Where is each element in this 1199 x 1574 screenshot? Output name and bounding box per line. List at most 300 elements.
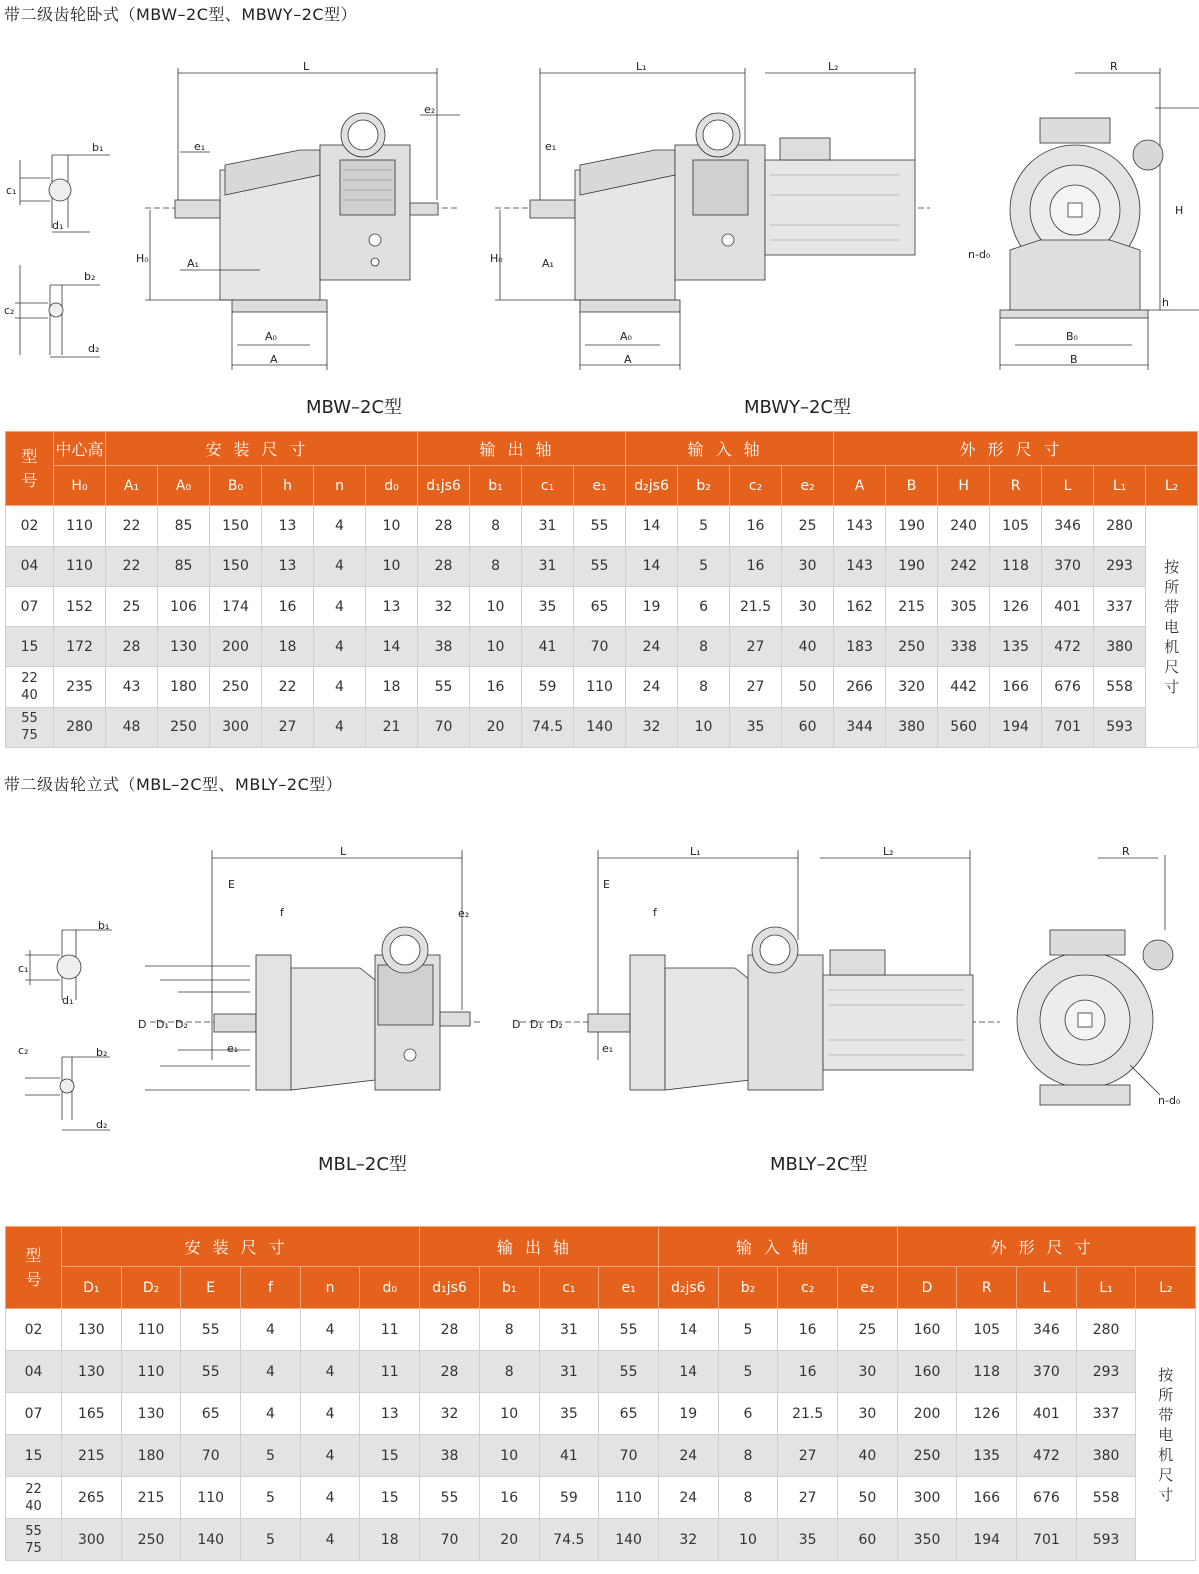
- table-cell: 55: [181, 1309, 241, 1351]
- table-cell: 240: [938, 506, 990, 546]
- table-cell: 8: [479, 1351, 539, 1393]
- drawing-side-view-1: [1000, 68, 1199, 370]
- table-cell: 300: [62, 1519, 122, 1561]
- table-cell: 166: [990, 667, 1042, 707]
- table-cell: 15: [360, 1435, 420, 1477]
- table-row: [6, 1351, 1196, 1393]
- label-D1-mbl: D₁: [156, 1018, 169, 1031]
- table-cell: 162: [834, 586, 886, 626]
- label-H0-mbw: H₀: [136, 252, 149, 265]
- table-cell: 19: [626, 586, 678, 626]
- table-cell: 35: [778, 1519, 838, 1561]
- table-cell: 152: [54, 586, 106, 626]
- table-cell: 32: [658, 1519, 718, 1561]
- table-row: [6, 586, 1198, 626]
- model-cell: 07: [6, 1393, 62, 1435]
- label-D1-mbly: D₁: [530, 1018, 543, 1031]
- table-cell: 70: [181, 1435, 241, 1477]
- table-cell: 190: [886, 546, 938, 586]
- group-input-shaft: 输入轴: [626, 432, 834, 466]
- table-cell: 20: [470, 707, 522, 747]
- table-cell: 5: [241, 1519, 301, 1561]
- table-cell: 13: [262, 506, 314, 546]
- table-cell: 24: [658, 1477, 718, 1519]
- table-cell: 110: [599, 1477, 659, 1519]
- table-cell: 110: [54, 506, 106, 546]
- table-cell: 24: [626, 627, 678, 667]
- col-header: c₁: [539, 1267, 599, 1309]
- section-title-vertical: 带二级齿轮立式（MBL–2C型、MBLY–2C型）: [4, 775, 343, 794]
- table-cell: 110: [54, 546, 106, 586]
- label-e1-mbwy: e₁: [545, 140, 557, 153]
- table-row: [6, 627, 1198, 667]
- table-cell: 250: [210, 667, 262, 707]
- table-cell: 35: [522, 586, 574, 626]
- table-cell: 280: [1094, 506, 1146, 546]
- l2-note: 按所带电机尺寸: [1136, 1309, 1196, 1561]
- table-cell: 85: [158, 506, 210, 546]
- table-cell: 160: [897, 1309, 957, 1351]
- caption-mbw-2c: MBW–2C型: [306, 397, 403, 418]
- table-cell: 32: [420, 1393, 480, 1435]
- table-cell: 28: [418, 546, 470, 586]
- table-row: [6, 506, 1198, 546]
- table-cell: 10: [479, 1393, 539, 1435]
- caption-mbwy-2c: MBWY–2C型: [744, 397, 852, 418]
- table-cell: 4: [241, 1309, 301, 1351]
- col-header: A₀: [158, 466, 210, 506]
- label-e2-mbl: e₂: [458, 907, 470, 920]
- table-cell: 266: [834, 667, 886, 707]
- table-cell: 20: [479, 1519, 539, 1561]
- label-B0: B₀: [1066, 330, 1078, 343]
- table-cell: 21.5: [778, 1393, 838, 1435]
- group-output-shaft: 输出轴: [418, 432, 626, 466]
- drawing-mbwy-2c: [495, 68, 930, 370]
- label-D-mbl: D: [138, 1018, 147, 1031]
- table-cell: 10: [479, 1435, 539, 1477]
- group-install: 安装尺寸: [62, 1227, 420, 1267]
- table-cell: 676: [1042, 667, 1094, 707]
- table-cell: 5: [678, 546, 730, 586]
- table-cell: 337: [1094, 586, 1146, 626]
- table-cell: 143: [834, 546, 886, 586]
- label-b2: b₂: [84, 270, 96, 283]
- table-cell: 106: [158, 586, 210, 626]
- table-cell: 16: [730, 506, 782, 546]
- label-nd0: n-d₀: [968, 248, 991, 261]
- model-cell: 55 75: [6, 707, 54, 747]
- col-header: d₁js6: [418, 466, 470, 506]
- table-cell: 55: [418, 667, 470, 707]
- table-cell: 16: [262, 586, 314, 626]
- label-D2-mbly: D₂: [550, 1018, 563, 1031]
- spec-table-vertical: [5, 1226, 1196, 1561]
- table-cell: 14: [366, 627, 418, 667]
- table-cell: 118: [990, 546, 1042, 586]
- table-cell: 442: [938, 667, 990, 707]
- table-cell: 4: [300, 1393, 360, 1435]
- col-header: A₁: [106, 466, 158, 506]
- table-cell: 180: [158, 667, 210, 707]
- table-cell: 380: [886, 707, 938, 747]
- table-cell: 190: [886, 506, 938, 546]
- col-header: H: [938, 466, 990, 506]
- col-header: L: [1017, 1267, 1077, 1309]
- table-cell: 14: [626, 506, 678, 546]
- col-header: f: [241, 1267, 301, 1309]
- label-E-mbly: E: [603, 878, 610, 891]
- label-L2: L₂: [828, 60, 839, 73]
- table-cell: 55: [181, 1351, 241, 1393]
- table-cell: 8: [470, 506, 522, 546]
- table-cell: 28: [106, 627, 158, 667]
- table-cell: 150: [210, 506, 262, 546]
- table-cell: 70: [574, 627, 626, 667]
- table-cell: 59: [539, 1477, 599, 1519]
- table-cell: 10: [366, 506, 418, 546]
- table-cell: 166: [957, 1477, 1017, 1519]
- table-cell: 41: [539, 1435, 599, 1477]
- label-A0-mbw: A₀: [265, 330, 277, 343]
- table-cell: 65: [181, 1393, 241, 1435]
- label-h: h: [1162, 296, 1169, 309]
- label-A0-mbwy: A₀: [620, 330, 632, 343]
- label-e1-mbw: e₁: [194, 140, 206, 153]
- col-header: e₂: [782, 466, 834, 506]
- table-cell: 10: [718, 1519, 778, 1561]
- table-cell: 370: [1017, 1351, 1077, 1393]
- table-cell: 194: [957, 1519, 1017, 1561]
- horizontal-drawings: [0, 0, 1199, 425]
- table-cell: 346: [1042, 506, 1094, 546]
- section-title-horizontal: 带二级齿轮卧式（MBW–2C型、MBWY–2C型）: [4, 5, 358, 24]
- table-cell: 215: [62, 1435, 122, 1477]
- label-nd0-v: n-d₀: [1158, 1094, 1181, 1107]
- table-cell: 31: [539, 1309, 599, 1351]
- table-row: [6, 1393, 1196, 1435]
- table-cell: 19: [658, 1393, 718, 1435]
- table-cell: 16: [479, 1477, 539, 1519]
- col-header: D₂: [121, 1267, 181, 1309]
- table-cell: 293: [1076, 1351, 1136, 1393]
- col-header: H₀: [54, 466, 106, 506]
- table-cell: 135: [957, 1435, 1017, 1477]
- table-cell: 183: [834, 627, 886, 667]
- table-cell: 32: [418, 586, 470, 626]
- label-d1-v: d₁: [62, 994, 74, 1007]
- col-header: e₁: [574, 466, 626, 506]
- table-cell: 8: [479, 1309, 539, 1351]
- col-header: c₁: [522, 466, 574, 506]
- table-cell: 50: [782, 667, 834, 707]
- table-row: [6, 667, 1198, 707]
- label-c1: c₁: [6, 184, 17, 197]
- group-install: 安装尺寸: [106, 432, 418, 466]
- table-cell: 43: [106, 667, 158, 707]
- label-E-mbl: E: [228, 878, 235, 891]
- table-cell: 130: [62, 1309, 122, 1351]
- table-cell: 110: [574, 667, 626, 707]
- table-row: [6, 1519, 1196, 1561]
- table-cell: 265: [62, 1477, 122, 1519]
- table-cell: 280: [1076, 1309, 1136, 1351]
- shaft-section-b1-vertical: [25, 930, 112, 1000]
- table-cell: 18: [360, 1519, 420, 1561]
- table-cell: 4: [314, 546, 366, 586]
- table-cell: 8: [678, 667, 730, 707]
- model-cell: 22 40: [6, 1477, 62, 1519]
- table-cell: 41: [522, 627, 574, 667]
- table-cell: 160: [897, 1351, 957, 1393]
- col-header: D: [897, 1267, 957, 1309]
- table-cell: 305: [938, 586, 990, 626]
- table-cell: 4: [300, 1477, 360, 1519]
- label-R: R: [1110, 60, 1118, 73]
- table-cell: 126: [990, 586, 1042, 626]
- table-cell: 10: [470, 627, 522, 667]
- table-cell: 593: [1076, 1519, 1136, 1561]
- col-header: B: [886, 466, 938, 506]
- table-cell: 48: [106, 707, 158, 747]
- col-header: d₂js6: [626, 466, 678, 506]
- table-cell: 28: [420, 1309, 480, 1351]
- table-cell: 200: [210, 627, 262, 667]
- table-cell: 21: [366, 707, 418, 747]
- col-header: n: [300, 1267, 360, 1309]
- table-cell: 74.5: [522, 707, 574, 747]
- table-cell: 16: [470, 667, 522, 707]
- table-cell: 250: [886, 627, 938, 667]
- group-outline: 外形尺寸: [897, 1227, 1195, 1267]
- label-A-mbwy: A: [624, 353, 632, 366]
- label-B: B: [1070, 353, 1078, 366]
- col-header: L₂: [1136, 1267, 1196, 1309]
- label-f-mbly: f: [653, 906, 657, 919]
- table-cell: 18: [366, 667, 418, 707]
- table-cell: 30: [782, 586, 834, 626]
- table-cell: 130: [62, 1351, 122, 1393]
- col-header: L: [1042, 466, 1094, 506]
- table-cell: 22: [106, 506, 158, 546]
- table-cell: 55: [420, 1477, 480, 1519]
- model-cell: 02: [6, 1309, 62, 1351]
- table-cell: 16: [778, 1351, 838, 1393]
- col-header: L₂: [1146, 466, 1198, 506]
- label-D-mbly: D: [512, 1018, 521, 1031]
- table-cell: 701: [1017, 1519, 1077, 1561]
- model-cell: 55 75: [6, 1519, 62, 1561]
- table-cell: 5: [718, 1351, 778, 1393]
- model-cell: 07: [6, 586, 54, 626]
- table-cell: 4: [314, 627, 366, 667]
- table-cell: 235: [54, 667, 106, 707]
- table-cell: 35: [539, 1393, 599, 1435]
- table-cell: 200: [897, 1393, 957, 1435]
- table-cell: 472: [1017, 1435, 1077, 1477]
- table-cell: 280: [54, 707, 106, 747]
- table-cell: 6: [678, 586, 730, 626]
- label-b2-v: b₂: [96, 1046, 108, 1059]
- table-cell: 70: [420, 1519, 480, 1561]
- table-cell: 344: [834, 707, 886, 747]
- table-cell: 70: [418, 707, 470, 747]
- table-cell: 8: [678, 627, 730, 667]
- table-cell: 25: [782, 506, 834, 546]
- label-L1: L₁: [636, 60, 647, 73]
- table-cell: 22: [106, 546, 158, 586]
- model-cell: 04: [6, 546, 54, 586]
- table-cell: 40: [838, 1435, 898, 1477]
- table-cell: 60: [782, 707, 834, 747]
- model-cell: 04: [6, 1351, 62, 1393]
- table-cell: 370: [1042, 546, 1094, 586]
- table-row: [6, 707, 1198, 747]
- caption-mbl-2c: MBL–2C型: [318, 1154, 407, 1175]
- table-cell: 165: [62, 1393, 122, 1435]
- table-cell: 401: [1017, 1393, 1077, 1435]
- table-cell: 30: [782, 546, 834, 586]
- col-header: c₂: [730, 466, 782, 506]
- table-row: [6, 1477, 1196, 1519]
- drawing-mbly-2c: [520, 850, 1000, 1090]
- table-cell: 8: [718, 1435, 778, 1477]
- table-cell: 5: [241, 1435, 301, 1477]
- table-cell: 28: [420, 1351, 480, 1393]
- group-outline: 外形尺寸: [834, 432, 1198, 466]
- table-cell: 4: [241, 1393, 301, 1435]
- table-cell: 55: [574, 506, 626, 546]
- table-cell: 14: [658, 1351, 718, 1393]
- label-d1: d₁: [52, 219, 64, 232]
- table-cell: 110: [121, 1351, 181, 1393]
- table-cell: 300: [210, 707, 262, 747]
- table-cell: 4: [300, 1435, 360, 1477]
- table-cell: 24: [658, 1435, 718, 1477]
- table-cell: 338: [938, 627, 990, 667]
- drawing-mbl-2c: [145, 850, 480, 1090]
- table-row: [6, 1309, 1196, 1351]
- drawing-mbw-2c: [145, 68, 460, 370]
- table-cell: 25: [838, 1309, 898, 1351]
- table-cell: 4: [314, 707, 366, 747]
- table-cell: 28: [418, 506, 470, 546]
- label-L: L: [303, 60, 310, 73]
- label-e2-mbw: e₂: [424, 103, 436, 116]
- table-cell: 110: [181, 1477, 241, 1519]
- table-cell: 105: [957, 1309, 1017, 1351]
- table-cell: 558: [1094, 667, 1146, 707]
- label-d2: d₂: [88, 342, 100, 355]
- table-cell: 135: [990, 627, 1042, 667]
- table-cell: 55: [599, 1309, 659, 1351]
- table-cell: 172: [54, 627, 106, 667]
- drawing-side-view-2: [1017, 855, 1173, 1105]
- table-cell: 70: [599, 1435, 659, 1477]
- table-cell: 8: [470, 546, 522, 586]
- col-header: L₁: [1076, 1267, 1136, 1309]
- table-cell: 250: [897, 1435, 957, 1477]
- table-cell: 4: [300, 1351, 360, 1393]
- table-cell: 30: [838, 1351, 898, 1393]
- table-cell: 16: [778, 1309, 838, 1351]
- l2-note: 按所带电机尺寸: [1146, 506, 1198, 748]
- table-cell: 27: [730, 667, 782, 707]
- group-output-shaft: 输出轴: [420, 1227, 659, 1267]
- table-cell: 350: [897, 1519, 957, 1561]
- label-c2: c₂: [4, 304, 15, 317]
- table-cell: 4: [314, 586, 366, 626]
- table-cell: 558: [1076, 1477, 1136, 1519]
- table-cell: 293: [1094, 546, 1146, 586]
- label-d2-v: d₂: [96, 1118, 108, 1131]
- table-cell: 337: [1076, 1393, 1136, 1435]
- label-R-v: R: [1122, 845, 1130, 858]
- col-header: d₀: [366, 466, 418, 506]
- label-A1-mbwy: A₁: [542, 257, 554, 270]
- table-cell: 31: [522, 546, 574, 586]
- table-cell: 4: [300, 1309, 360, 1351]
- table-cell: 35: [730, 707, 782, 747]
- label-H0-mbwy: H₀: [490, 252, 503, 265]
- table-cell: 140: [181, 1519, 241, 1561]
- col-header: b₁: [470, 466, 522, 506]
- table-cell: 250: [158, 707, 210, 747]
- table-cell: 5: [718, 1309, 778, 1351]
- label-c2-v: c₂: [18, 1044, 29, 1057]
- table-cell: 8: [718, 1477, 778, 1519]
- label-D2-mbl: D₂: [175, 1018, 188, 1031]
- model-header: 型号: [6, 1227, 62, 1309]
- table-cell: 401: [1042, 586, 1094, 626]
- label-b1: b₁: [92, 141, 104, 154]
- table-cell: 16: [730, 546, 782, 586]
- table-cell: 40: [782, 627, 834, 667]
- table-cell: 4: [314, 506, 366, 546]
- table-cell: 15: [360, 1477, 420, 1519]
- table-cell: 24: [626, 667, 678, 707]
- col-header: e₂: [838, 1267, 898, 1309]
- table-cell: 180: [121, 1435, 181, 1477]
- label-b1-v: b₁: [98, 919, 110, 932]
- label-H: H: [1175, 204, 1184, 217]
- table-cell: 380: [1094, 627, 1146, 667]
- table-cell: 118: [957, 1351, 1017, 1393]
- model-cell: 15: [6, 627, 54, 667]
- table-cell: 174: [210, 586, 262, 626]
- col-header: n: [314, 466, 366, 506]
- table-cell: 38: [420, 1435, 480, 1477]
- table-cell: 150: [210, 546, 262, 586]
- shaft-section-b2-vertical: [25, 1057, 110, 1130]
- label-e1-mbly: e₁: [602, 1042, 614, 1055]
- table-cell: 4: [314, 667, 366, 707]
- table-cell: 65: [574, 586, 626, 626]
- table-cell: 110: [121, 1309, 181, 1351]
- table-cell: 130: [121, 1393, 181, 1435]
- table-cell: 27: [778, 1477, 838, 1519]
- table-cell: 31: [539, 1351, 599, 1393]
- table-cell: 4: [300, 1519, 360, 1561]
- table-cell: 14: [658, 1309, 718, 1351]
- table-cell: 346: [1017, 1309, 1077, 1351]
- table-cell: 65: [599, 1393, 659, 1435]
- label-e1-mbl: e₁: [227, 1042, 239, 1055]
- col-header: b₂: [678, 466, 730, 506]
- table-row: [6, 1435, 1196, 1477]
- table-cell: 22: [262, 667, 314, 707]
- table-cell: 85: [158, 546, 210, 586]
